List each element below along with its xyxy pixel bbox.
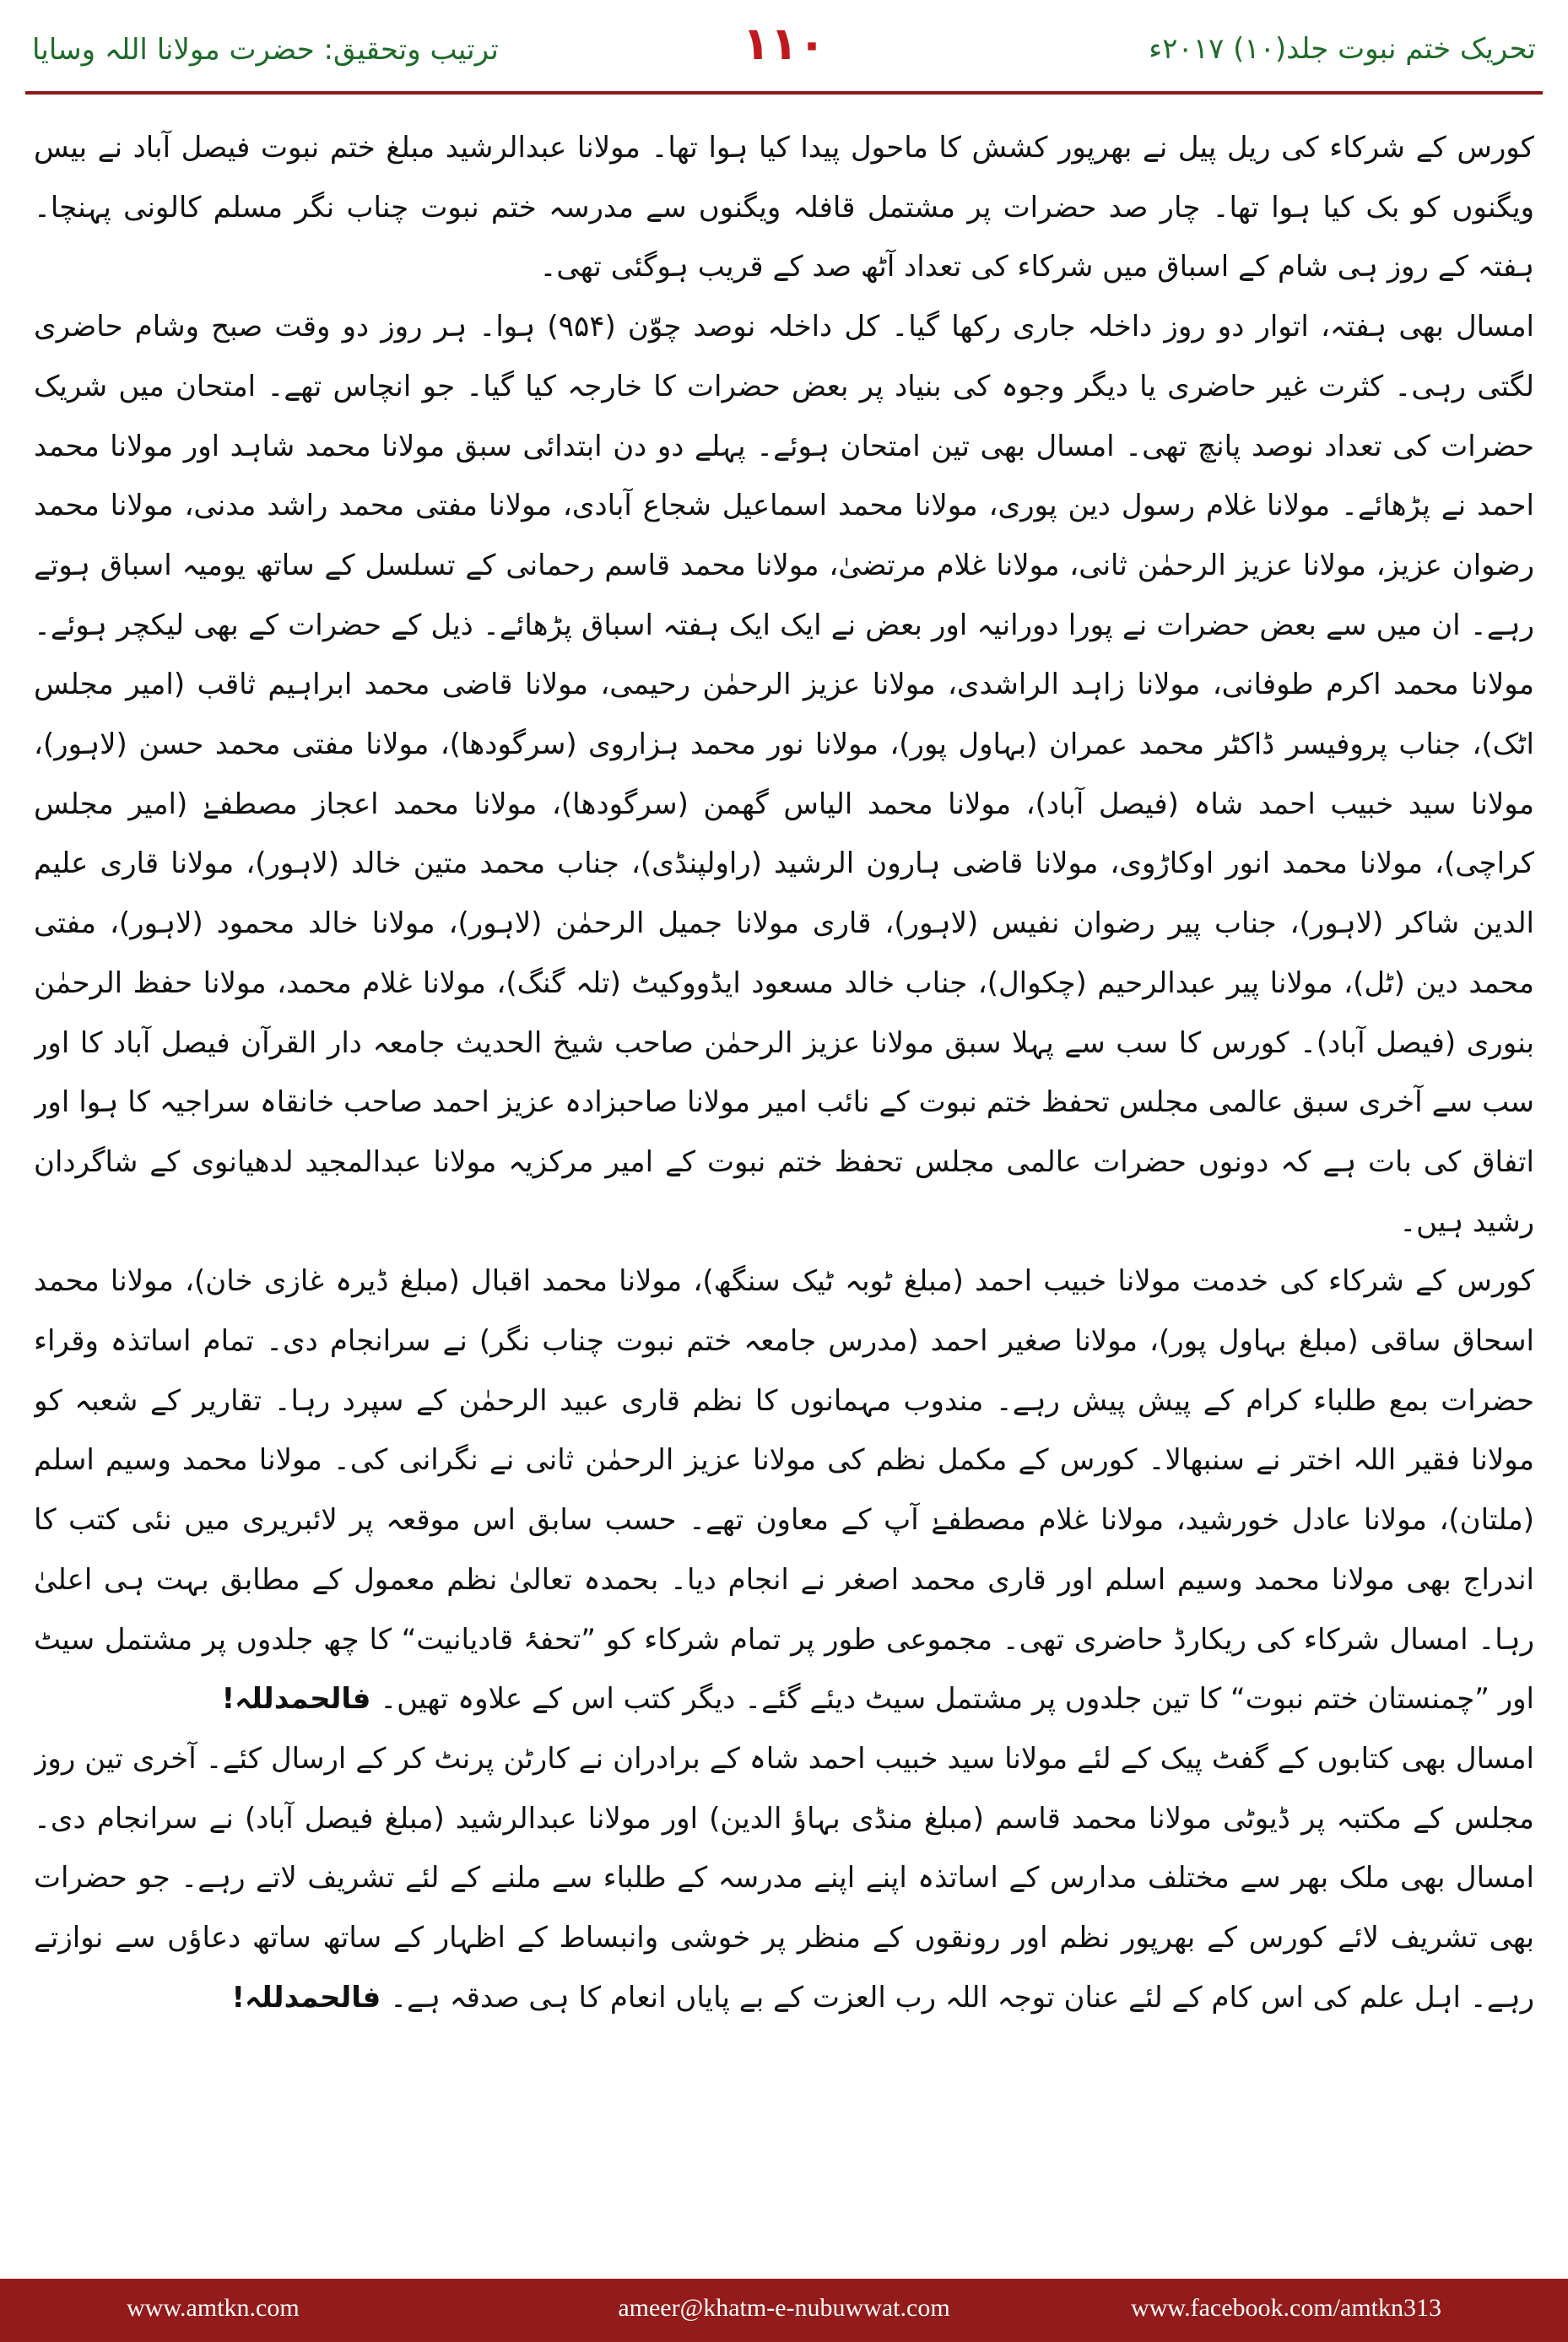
compiler-credit: ترتیب وتحقیق: حضرت مولانا اللہ وسایا (32, 33, 499, 67)
closing-phrase-2: فالحمدللہ! (231, 1980, 381, 2015)
paragraph-4-text: امسال بھی کتابوں کے گفٹ پیک کے لئے مولانا سید خبیب احمد شاہ کے برادران نے کارٹن پرنٹ کر کے ارسال کئے۔ آخری تین روز مجلس کے مکتبہ پر ڈیوٹی مولانا محمد قاسم (مبلغ منڈی بہاؤ الدین) اور مولانا عبدالرشید (مبلغ فیصل آباد) نے سرانجام دی۔ امسال بھی ملک بھر سے مختلف مدارس کے اساتذہ اپنے اپنے مدرسہ کے طلباء سے ملنے کے لئے تشریف لاتے رہے۔ جو حضرات بھی تشریف لائے کورس کے بھرپور نظم اور رونقوں کے منظر پر خوشی وانبساط کے اظہار کے ساتھ ساتھ دعاؤں سے نوازتے رہے۔ اہل علم کی اس کام کے لئے عنان توجہ اللہ رب العزت کے بے پایاں انعام کا ہی صدقہ ہے۔ (34, 1741, 1534, 2015)
page-header (0, 0, 1568, 100)
paragraph-2: امسال بھی ہفتہ، اتوار دو روز داخلہ جاری رکھا گیا۔ کل داخلہ نوصد چوّن (۹۵۴) ہوا۔ ہر روز دو وقت صبح وشام حاضری لگتی رہی۔ کثرت غیر حاضری یا دیگر وجوہ کی بنیاد پر بعض حضرات کا خارجہ کیا گیا۔ جو انچاس تھے۔ امتحان میں شریک حضرات کی تعداد نوصد پانچ تھی۔ امسال بھی تین امتحان ہوئے۔ پہلے دو دن ابتدائی سبق مولانا محمد شاہد اور مولانا محمد احمد نے پڑھائے۔ مولانا غلام رسول دین پوری، مولانا محمد اسماعیل شجاع آبادی، مولانا مفتی محمد راشد مدنی، مولانا محمد رضوان عزیز، مولانا عزیز الرحمٰن ثانی، مولانا غلام مرتضیٰ، مولانا محمد قاسم رحمانی کے تسلسل کے ساتھ یومیہ اسباق ہوتے رہے۔ ان میں سے بعض حضرات نے پورا دورانیہ اور بعض نے ایک ایک ہفتہ اسباق پڑھائے۔ ذیل کے حضرات کے بھی لیکچر ہوئے۔ مولانا محمد اکرم طوفانی، مولانا زاہد الراشدی، مولانا عزیز الرحمٰن رحیمی، مولانا قاضی محمد ابراہیم ثاقب (امیر مجلس اٹک)، جناب پروفیسر ڈاکٹر محمد عمران (بہاول پور)، مولانا نور محمد ہزاروی (سرگودھا)، مولانا مفتی محمد حسن (لاہور)، مولانا سید خبیب احمد شاہ (فیصل آباد)، مولانا محمد الیاس گھمن (سرگودھا)، مولانا محمد اعجاز مصطفےٰ (امیر مجلس کراچی)، مولانا محمد انور اوکاڑوی، مولانا قاضی ہارون الرشید (راولپنڈی)، جناب محمد متین خالد (لاہور)، مولانا قاری علیم الدین شاکر (لاہور)، جناب پیر رضوان نفیس (لاہور)، قاری مولانا جمیل الرحمٰن (لاہور)، مولانا خالد محمود (لاہور)، مفتی محمد دین (ٹل)، مولانا پیر عبدالرحیم (چکوال)، جناب خالد مسعود ایڈووکیٹ (تلہ گنگ)، مولانا غلام محمد، مولانا حفظ الرحمٰن بنوری (فیصل آباد)۔ کورس کا سب سے پہلا سبق مولانا عزیز الرحمٰن صاحب شیخ الحدیث جامعہ دار القرآن فیصل آباد کا اور سب سے آخری سبق عالمی مجلس تحفظ ختم نبوت کے نائب امیر مولانا صاحبزادہ عزیز احمد صاحب خانقاہ سراجیہ کا ہوا اور اتفاق کی بات ہے کہ دونوں حضرات عالمی مجلس تحفظ ختم نبوت کے امیر مرکزیہ مولانا عبدالمجید لدھیانوی کے شاگردان رشید ہیں۔ (34, 310, 1534, 1239)
facebook-link[interactable]: www.facebook.com/amtkn313 (1131, 2294, 1441, 2322)
email-link[interactable]: ameer@khatm-e-nubuwwat.com (618, 2294, 950, 2322)
paragraph-1: کورس کے شرکاء کی ریل پیل نے بھرپور کشش کا ماحول پیدا کیا ہوا تھا۔ مولانا عبدالرشید مبلغ ختم نبوت فیصل آباد نے بیس ویگنوں کو بک کیا ہوا تھا۔ چار صد حضرات پر مشتمل قافلہ ویگنوں سے مدرسہ ختم نبوت چناب نگر مسلم کالونی پہنچا۔ ہفتہ کے روز ہی شام کے اسباق میں شرکاء کی تعداد آٹھ صد کے قریب ہوگئی تھی۔ (34, 131, 1534, 284)
website-link[interactable]: www.amtkn.com (127, 2294, 300, 2322)
book-title: تحریک ختم نبوت جلد(۱۰) ۲۰۱۷ء (1149, 32, 1536, 66)
page-number: ۱۱۰ (742, 17, 826, 70)
paragraph-3 (34, 1252, 1534, 1729)
page-footer (0, 2279, 1568, 2342)
closing-phrase-1: فالحمدللہ! (221, 1682, 371, 1717)
paragraph-3-text: کورس کے شرکاء کی خدمت مولانا خبیب احمد (مبلغ ٹوبہ ٹیک سنگھ)، مولانا محمد اقبال (مبلغ ڈیرہ غازی خان)، مولانا محمد اسحاق ساقی (مبلغ بہاول پور)، مولانا صغیر احمد (مدرس جامعہ ختم نبوت چناب نگر) نے سرانجام دی۔ تمام اساتذہ وقراء حضرات بمع طلباء کرام کے پیش پیش رہے۔ مندوب مہمانوں کا نظم قاری عبید الرحمٰن کے سپرد رہا۔ تقاریر کے شعبہ کو مولانا فقیر اللہ اختر نے سنبھالا۔ کورس کے مکمل نظم کی مولانا عزیز الرحمٰن ثانی نے نگرانی کی۔ مولانا محمد وسیم اسلم (ملتان)، مولانا عادل خورشید، مولانا غلام مصطفےٰ آپ کے معاون تھے۔ حسب سابق اس موقعہ پر لائبریری میں نئی کتب کا اندراج بھی مولانا محمد وسیم اسلم اور قاری محمد اصغر نے انجام دیا۔ بحمدہ تعالیٰ نظم معمول کے مطابق بہت ہی اعلیٰ رہا۔ امسال شرکاء کی ریکارڈ حاضری تھی۔ مجموعی طور پر تمام شرکاء کو ”تحفۂ قادیانیت“ کا چھ جلدوں پر مشتمل سیٹ اور ”چمنستان ختم نبوت“ کا تین جلدوں پر مشتمل سیٹ دیئے گئے۔ دیگر کتب اس کے علاوہ تھیں۔ (34, 1264, 1534, 1717)
article-body (34, 118, 1534, 2266)
paragraph-4 (34, 1729, 1534, 2028)
header-divider (25, 91, 1543, 95)
